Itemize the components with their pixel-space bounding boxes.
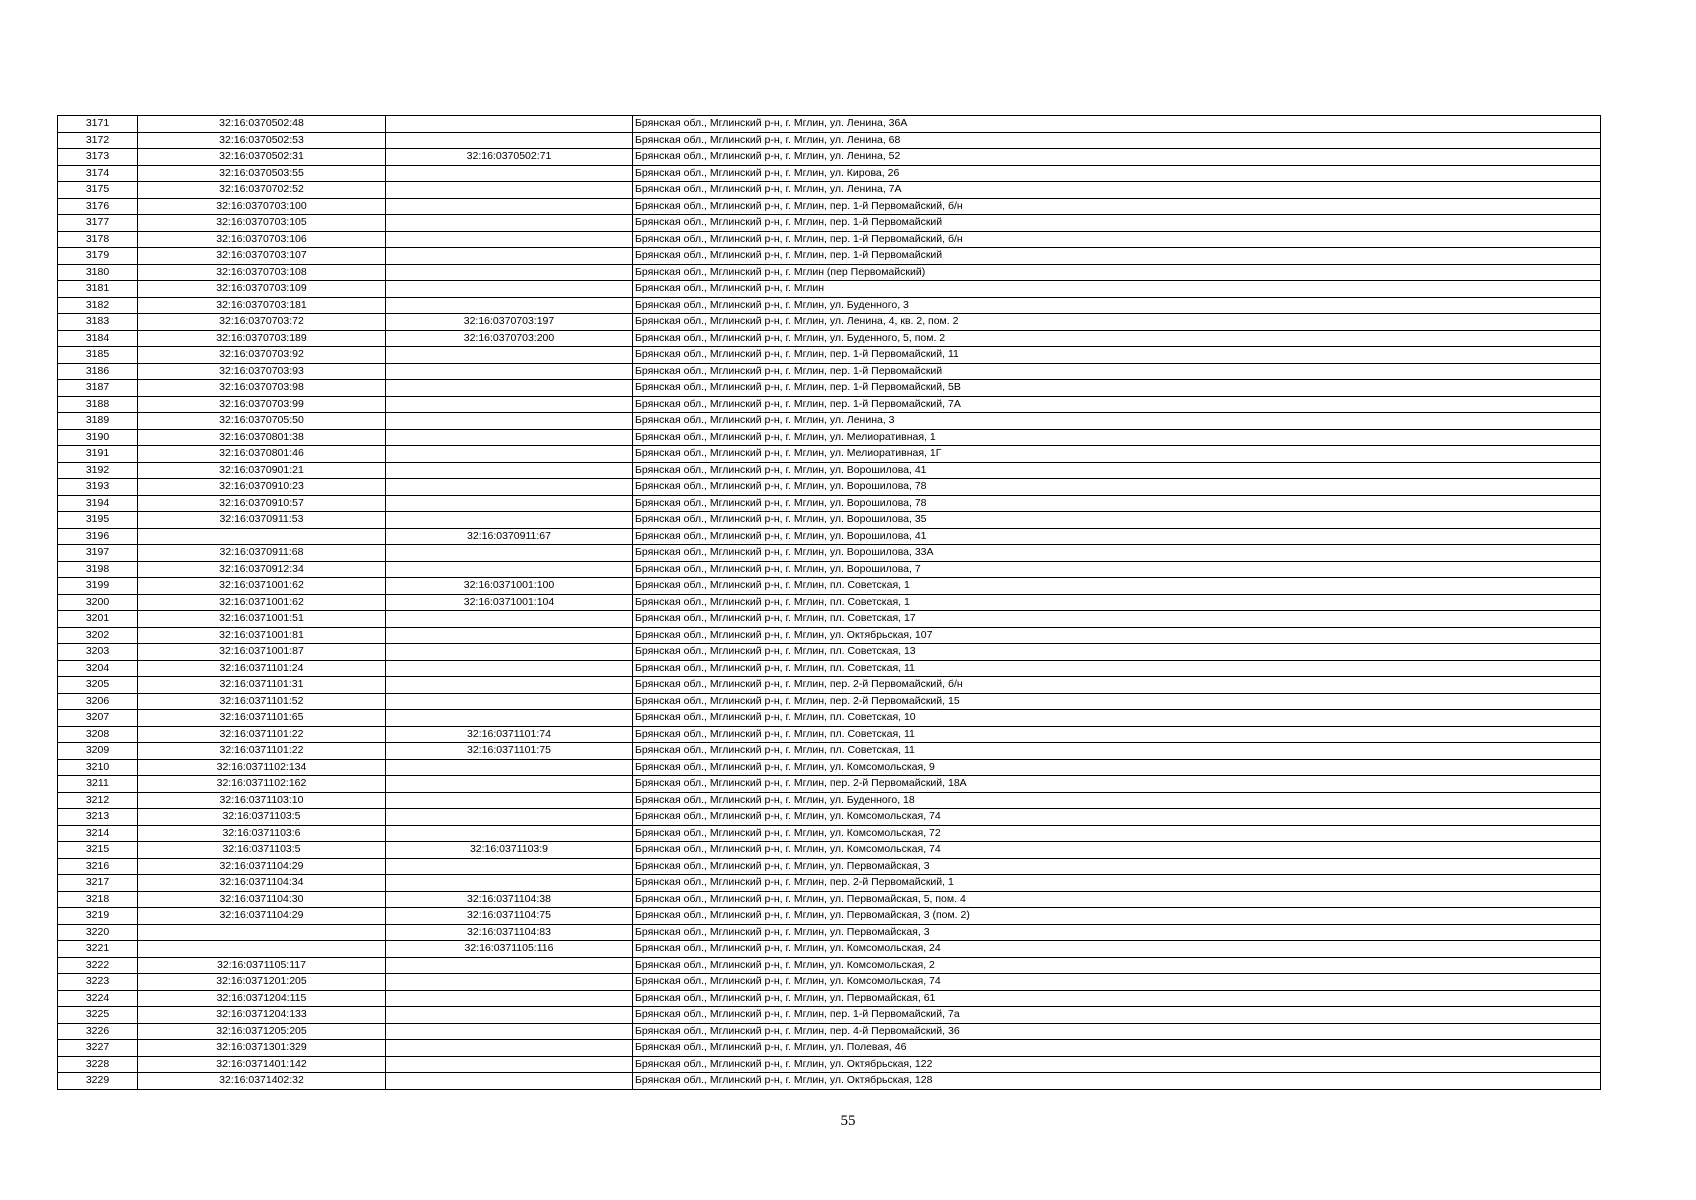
address-cell: Брянская обл., Мглинский р-н, г. Мглин, ул. Комсомольская, 72 [633,825,1601,842]
address-cell: Брянская обл., Мглинский р-н, г. Мглин, пер. 1-й Первомайский, б/н [633,198,1601,215]
cadastral-number-cell: 32:16:0371102:162 [138,776,386,793]
related-cadastral-number-cell: 32:16:0371104:38 [386,891,633,908]
row-number-cell: 3205 [58,677,138,694]
table-row [58,429,1601,446]
related-cadastral-number-cell [386,297,633,314]
row-number-cell: 3219 [58,908,138,925]
related-cadastral-number-cell [386,677,633,694]
row-number-cell: 3188 [58,396,138,413]
row-number-cell: 3202 [58,627,138,644]
table-row [58,413,1601,430]
address-cell: Брянская обл., Мглинский р-н, г. Мглин, ул. Кирова, 26 [633,165,1601,182]
cadastral-number-cell: 32:16:0371401:142 [138,1056,386,1073]
row-number-cell: 3207 [58,710,138,727]
table-row [58,264,1601,281]
related-cadastral-number-cell: 32:16:0371101:75 [386,743,633,760]
address-cell: Брянская обл., Мглинский р-н, г. Мглин, пер. 4-й Первомайский, 36 [633,1023,1601,1040]
related-cadastral-number-cell [386,627,633,644]
row-number-cell: 3192 [58,462,138,479]
related-cadastral-number-cell [386,990,633,1007]
row-number-cell: 3208 [58,726,138,743]
address-cell: Брянская обл., Мглинский р-н, г. Мглин, ул. Комсомольская, 74 [633,809,1601,826]
cadastral-number-cell: 32:16:0371103:5 [138,809,386,826]
address-cell: Брянская обл., Мглинский р-н, г. Мглин, ул. Полевая, 46 [633,1040,1601,1057]
address-cell: Брянская обл., Мглинский р-н, г. Мглин, ул. Комсомольская, 24 [633,941,1601,958]
cadastral-number-cell: 32:16:0371001:87 [138,644,386,661]
related-cadastral-number-cell [386,545,633,562]
address-cell: Брянская обл., Мглинский р-н, г. Мглин, пл. Советская, 11 [633,726,1601,743]
row-number-cell: 3216 [58,858,138,875]
related-cadastral-number-cell [386,215,633,232]
related-cadastral-number-cell [386,495,633,512]
table-row [58,627,1601,644]
address-cell: Брянская обл., Мглинский р-н, г. Мглин, пер. 2-й Первомайский, 15 [633,693,1601,710]
row-number-cell: 3183 [58,314,138,331]
related-cadastral-number-cell: 32:16:0371101:74 [386,726,633,743]
related-cadastral-number-cell [386,776,633,793]
row-number-cell: 3222 [58,957,138,974]
address-cell: Брянская обл., Мглинский р-н, г. Мглин, пл. Советская, 10 [633,710,1601,727]
address-cell: Брянская обл., Мглинский р-н, г. Мглин, пер. 2-й Первомайский, 18А [633,776,1601,793]
row-number-cell: 3209 [58,743,138,760]
table-row [58,990,1601,1007]
cadastral-number-cell: 32:16:0371105:117 [138,957,386,974]
address-cell: Брянская обл., Мглинский р-н, г. Мглин, ул. Мелиоративная, 1Г [633,446,1601,463]
cadastral-number-cell: 32:16:0370910:57 [138,495,386,512]
row-number-cell: 3200 [58,594,138,611]
row-number-cell: 3221 [58,941,138,958]
cadastral-number-cell: 32:16:0370703:92 [138,347,386,364]
cadastral-number-cell: 32:16:0371205:205 [138,1023,386,1040]
address-cell: Брянская обл., Мглинский р-н, г. Мглин, ул. Первомайская, 3 [633,858,1601,875]
cadastral-number-cell: 32:16:0370703:98 [138,380,386,397]
row-number-cell: 3186 [58,363,138,380]
row-number-cell: 3176 [58,198,138,215]
related-cadastral-number-cell: 32:16:0371104:75 [386,908,633,925]
address-cell: Брянская обл., Мглинский р-н, г. Мглин, ул. Ленина, 68 [633,132,1601,149]
related-cadastral-number-cell [386,429,633,446]
address-cell: Брянская обл., Мглинский р-н, г. Мглин, ул. Ворошилова, 78 [633,495,1601,512]
cadastral-number-cell: 32:16:0370911:53 [138,512,386,529]
related-cadastral-number-cell [386,809,633,826]
row-number-cell: 3173 [58,149,138,166]
cadastral-number-cell: 32:16:0370705:50 [138,413,386,430]
related-cadastral-number-cell [386,248,633,265]
related-cadastral-number-cell [386,396,633,413]
register-table-body [58,116,1601,1090]
table-row [58,347,1601,364]
related-cadastral-number-cell [386,231,633,248]
cadastral-number-cell: 32:16:0370702:52 [138,182,386,199]
table-row [58,809,1601,826]
table-row [58,941,1601,958]
row-number-cell: 3185 [58,347,138,364]
address-cell: Брянская обл., Мглинский р-н, г. Мглин, пл. Советская, 1 [633,578,1601,595]
related-cadastral-number-cell [386,446,633,463]
related-cadastral-number-cell [386,792,633,809]
row-number-cell: 3195 [58,512,138,529]
related-cadastral-number-cell [386,660,633,677]
address-cell: Брянская обл., Мглинский р-н, г. Мглин, пер. 1-й Первомайский, 5В [633,380,1601,397]
row-number-cell: 3171 [58,116,138,133]
table-row [58,281,1601,298]
related-cadastral-number-cell [386,512,633,529]
table-row [58,1056,1601,1073]
cadastral-number-cell: 32:16:0371104:29 [138,858,386,875]
table-row [58,446,1601,463]
row-number-cell: 3227 [58,1040,138,1057]
related-cadastral-number-cell: 32:16:0371001:100 [386,578,633,595]
row-number-cell: 3199 [58,578,138,595]
cadastral-number-cell [138,528,386,545]
table-row [58,825,1601,842]
table-row [58,924,1601,941]
cadastral-number-cell: 32:16:0371104:30 [138,891,386,908]
related-cadastral-number-cell [386,825,633,842]
row-number-cell: 3190 [58,429,138,446]
row-number-cell: 3206 [58,693,138,710]
address-cell: Брянская обл., Мглинский р-н, г. Мглин, пер. 1-й Первомайский [633,248,1601,265]
address-cell: Брянская обл., Мглинский р-н, г. Мглин, ул. Буденного, 5, пом. 2 [633,330,1601,347]
related-cadastral-number-cell [386,182,633,199]
related-cadastral-number-cell [386,462,633,479]
related-cadastral-number-cell [386,611,633,628]
row-number-cell: 3211 [58,776,138,793]
related-cadastral-number-cell [386,413,633,430]
row-number-cell: 3204 [58,660,138,677]
row-number-cell: 3181 [58,281,138,298]
cadastral-number-cell: 32:16:0370703:109 [138,281,386,298]
related-cadastral-number-cell [386,1056,633,1073]
related-cadastral-number-cell: 32:16:0370502:71 [386,149,633,166]
address-cell: Брянская обл., Мглинский р-н, г. Мглин, пер. 1-й Первомайский, 7а [633,1007,1601,1024]
table-row [58,248,1601,265]
table-row [58,908,1601,925]
table-row [58,594,1601,611]
related-cadastral-number-cell [386,1007,633,1024]
row-number-cell: 3224 [58,990,138,1007]
row-number-cell: 3212 [58,792,138,809]
address-cell: Брянская обл., Мглинский р-н, г. Мглин, ул. Ленина, 36А [633,116,1601,133]
related-cadastral-number-cell [386,363,633,380]
row-number-cell: 3189 [58,413,138,430]
cadastral-number-cell: 32:16:0370703:107 [138,248,386,265]
cadastral-number-cell: 32:16:0371402:32 [138,1073,386,1090]
address-cell: Брянская обл., Мглинский р-н, г. Мглин, ул. Первомайская, 5, пом. 4 [633,891,1601,908]
related-cadastral-number-cell: 32:16:0371104:83 [386,924,633,941]
address-cell: Брянская обл., Мглинский р-н, г. Мглин (пер Первомайский) [633,264,1601,281]
cadastral-number-cell [138,924,386,941]
row-number-cell: 3226 [58,1023,138,1040]
table-row [58,132,1601,149]
row-number-cell: 3182 [58,297,138,314]
address-cell: Брянская обл., Мглинский р-н, г. Мглин, ул. Октябрьская, 128 [633,1073,1601,1090]
address-cell: Брянская обл., Мглинский р-н, г. Мглин, пер. 1-й Первомайский, б/н [633,231,1601,248]
address-cell: Брянская обл., Мглинский р-н, г. Мглин, ул. Первомайская, 3 (пом. 2) [633,908,1601,925]
address-cell: Брянская обл., Мглинский р-н, г. Мглин, ул. Октябрьская, 122 [633,1056,1601,1073]
address-cell: Брянская обл., Мглинский р-н, г. Мглин, ул. Буденного, 18 [633,792,1601,809]
table-row [58,495,1601,512]
table-row [58,1073,1601,1090]
cadastral-number-cell: 32:16:0370503:55 [138,165,386,182]
cadastral-number-cell: 32:16:0370703:106 [138,231,386,248]
table-row [58,479,1601,496]
cadastral-number-cell: 32:16:0370801:46 [138,446,386,463]
cadastral-number-cell: 32:16:0370910:23 [138,479,386,496]
table-row [58,314,1601,331]
row-number-cell: 3198 [58,561,138,578]
related-cadastral-number-cell: 32:16:0371103:9 [386,842,633,859]
cadastral-number-cell: 32:16:0370703:100 [138,198,386,215]
related-cadastral-number-cell [386,759,633,776]
related-cadastral-number-cell [386,875,633,892]
address-cell: Брянская обл., Мглинский р-н, г. Мглин, пер. 2-й Первомайский, б/н [633,677,1601,694]
cadastral-number-cell: 32:16:0370502:48 [138,116,386,133]
table-row [58,660,1601,677]
cadastral-number-cell: 32:16:0371001:51 [138,611,386,628]
register-table [57,115,1601,1090]
row-number-cell: 3172 [58,132,138,149]
table-row [58,858,1601,875]
related-cadastral-number-cell [386,957,633,974]
address-cell: Брянская обл., Мглинский р-н, г. Мглин, ул. Ленина, 3 [633,413,1601,430]
address-cell: Брянская обл., Мглинский р-н, г. Мглин, пл. Советская, 11 [633,660,1601,677]
related-cadastral-number-cell [386,1023,633,1040]
row-number-cell: 3228 [58,1056,138,1073]
cadastral-number-cell: 32:16:0371204:133 [138,1007,386,1024]
table-row [58,1007,1601,1024]
related-cadastral-number-cell [386,1040,633,1057]
table-row [58,1023,1601,1040]
address-cell: Брянская обл., Мглинский р-н, г. Мглин, ул. Комсомольская, 74 [633,974,1601,991]
cadastral-number-cell: 32:16:0371101:22 [138,726,386,743]
row-number-cell: 3201 [58,611,138,628]
row-number-cell: 3203 [58,644,138,661]
row-number-cell: 3184 [58,330,138,347]
related-cadastral-number-cell: 32:16:0370703:200 [386,330,633,347]
row-number-cell: 3214 [58,825,138,842]
address-cell: Брянская обл., Мглинский р-н, г. Мглин, ул. Первомайская, 61 [633,990,1601,1007]
table-row [58,297,1601,314]
related-cadastral-number-cell: 32:16:0371105:116 [386,941,633,958]
related-cadastral-number-cell [386,693,633,710]
table-row [58,116,1601,133]
table-row [58,231,1601,248]
address-cell: Брянская обл., Мглинский р-н, г. Мглин, ул. Ленина, 7А [633,182,1601,199]
table-row [58,149,1601,166]
row-number-cell: 3196 [58,528,138,545]
cadastral-number-cell: 32:16:0370912:34 [138,561,386,578]
cadastral-number-cell: 32:16:0370502:53 [138,132,386,149]
address-cell: Брянская обл., Мглинский р-н, г. Мглин, ул. Комсомольская, 74 [633,842,1601,859]
table-row [58,875,1601,892]
cadastral-number-cell: 32:16:0370703:108 [138,264,386,281]
cadastral-number-cell: 32:16:0371101:31 [138,677,386,694]
row-number-cell: 3223 [58,974,138,991]
row-number-cell: 3217 [58,875,138,892]
related-cadastral-number-cell [386,264,633,281]
row-number-cell: 3215 [58,842,138,859]
address-cell: Брянская обл., Мглинский р-н, г. Мглин, ул. Комсомольская, 9 [633,759,1601,776]
address-cell: Брянская обл., Мглинский р-н, г. Мглин, пер. 1-й Первомайский [633,363,1601,380]
address-cell: Брянская обл., Мглинский р-н, г. Мглин, ул. Ворошилова, 41 [633,462,1601,479]
address-cell: Брянская обл., Мглинский р-н, г. Мглин [633,281,1601,298]
cadastral-number-cell: 32:16:0370911:68 [138,545,386,562]
table-row [58,528,1601,545]
table-row [58,165,1601,182]
cadastral-number-cell: 32:16:0371001:62 [138,578,386,595]
table-row [58,512,1601,529]
related-cadastral-number-cell: 32:16:0371001:104 [386,594,633,611]
page-number: 55 [840,1113,856,1129]
table-row [58,1040,1601,1057]
address-cell: Брянская обл., Мглинский р-н, г. Мглин, пер. 1-й Первомайский, 11 [633,347,1601,364]
cadastral-number-cell: 32:16:0371204:115 [138,990,386,1007]
table-row [58,215,1601,232]
address-cell: Брянская обл., Мглинский р-н, г. Мглин, пл. Советская, 1 [633,594,1601,611]
related-cadastral-number-cell [386,710,633,727]
table-row [58,710,1601,727]
row-number-cell: 3177 [58,215,138,232]
row-number-cell: 3180 [58,264,138,281]
table-row [58,842,1601,859]
cadastral-number-cell: 32:16:0371104:34 [138,875,386,892]
cadastral-number-cell: 32:16:0370703:181 [138,297,386,314]
cadastral-number-cell: 32:16:0370703:99 [138,396,386,413]
related-cadastral-number-cell [386,561,633,578]
cadastral-number-cell: 32:16:0371101:52 [138,693,386,710]
cadastral-number-cell: 32:16:0371103:5 [138,842,386,859]
row-number-cell: 3174 [58,165,138,182]
table-row [58,380,1601,397]
cadastral-number-cell: 32:16:0370703:189 [138,330,386,347]
address-cell: Брянская обл., Мглинский р-н, г. Мглин, ул. Буденного, 3 [633,297,1601,314]
address-cell: Брянская обл., Мглинский р-н, г. Мглин, ул. Комсомольская, 2 [633,957,1601,974]
related-cadastral-number-cell [386,1073,633,1090]
table-row [58,759,1601,776]
cadastral-number-cell: 32:16:0370502:31 [138,149,386,166]
row-number-cell: 3178 [58,231,138,248]
row-number-cell: 3225 [58,1007,138,1024]
table-row [58,330,1601,347]
cadastral-number-cell: 32:16:0371102:134 [138,759,386,776]
table-row [58,462,1601,479]
cadastral-number-cell [138,941,386,958]
cadastral-number-cell: 32:16:0371001:81 [138,627,386,644]
related-cadastral-number-cell [386,347,633,364]
row-number-cell: 3213 [58,809,138,826]
cadastral-number-cell: 32:16:0371101:22 [138,743,386,760]
table-row [58,776,1601,793]
related-cadastral-number-cell [386,165,633,182]
address-cell: Брянская обл., Мглинский р-н, г. Мглин, ул. Октябрьская, 107 [633,627,1601,644]
row-number-cell: 3175 [58,182,138,199]
address-cell: Брянская обл., Мглинский р-н, г. Мглин, ул. Ленина, 52 [633,149,1601,166]
related-cadastral-number-cell: 32:16:0370911:67 [386,528,633,545]
table-row [58,974,1601,991]
row-number-cell: 3193 [58,479,138,496]
address-cell: Брянская обл., Мглинский р-н, г. Мглин, ул. Ворошилова, 35 [633,512,1601,529]
table-row [58,792,1601,809]
cadastral-number-cell: 32:16:0370703:72 [138,314,386,331]
related-cadastral-number-cell [386,380,633,397]
cadastral-number-cell: 32:16:0371104:29 [138,908,386,925]
address-cell: Брянская обл., Мглинский р-н, г. Мглин, ул. Ворошилова, 78 [633,479,1601,496]
cadastral-number-cell: 32:16:0371101:65 [138,710,386,727]
address-cell: Брянская обл., Мглинский р-н, г. Мглин, ул. Ворошилова, 7 [633,561,1601,578]
table-row [58,578,1601,595]
cadastral-number-cell: 32:16:0371103:10 [138,792,386,809]
row-number-cell: 3197 [58,545,138,562]
row-number-cell: 3191 [58,446,138,463]
row-number-cell: 3220 [58,924,138,941]
related-cadastral-number-cell: 32:16:0370703:197 [386,314,633,331]
address-cell: Брянская обл., Мглинский р-н, г. Мглин, пл. Советская, 11 [633,743,1601,760]
row-number-cell: 3187 [58,380,138,397]
table-row [58,644,1601,661]
row-number-cell: 3179 [58,248,138,265]
related-cadastral-number-cell [386,198,633,215]
address-cell: Брянская обл., Мглинский р-н, г. Мглин, пл. Советская, 17 [633,611,1601,628]
table-row [58,561,1601,578]
cadastral-number-cell: 32:16:0371103:6 [138,825,386,842]
address-cell: Брянская обл., Мглинский р-н, г. Мглин, ул. Мелиоративная, 1 [633,429,1601,446]
address-cell: Брянская обл., Мглинский р-н, г. Мглин, ул. Ворошилова, 41 [633,528,1601,545]
address-cell: Брянская обл., Мглинский р-н, г. Мглин, ул. Первомайская, 3 [633,924,1601,941]
table-row [58,693,1601,710]
related-cadastral-number-cell [386,479,633,496]
table-row [58,611,1601,628]
table-row [58,677,1601,694]
related-cadastral-number-cell [386,644,633,661]
cadastral-number-cell: 32:16:0370703:93 [138,363,386,380]
cadastral-number-cell: 32:16:0370703:105 [138,215,386,232]
row-number-cell: 3210 [58,759,138,776]
cadastral-number-cell: 32:16:0370901:21 [138,462,386,479]
address-cell: Брянская обл., Мглинский р-н, г. Мглин, ул. Ленина, 4, кв. 2, пом. 2 [633,314,1601,331]
related-cadastral-number-cell [386,281,633,298]
address-cell: Брянская обл., Мглинский р-н, г. Мглин, пер. 2-й Первомайский, 1 [633,875,1601,892]
cadastral-number-cell: 32:16:0371001:62 [138,594,386,611]
table-row [58,363,1601,380]
address-cell: Брянская обл., Мглинский р-н, г. Мглин, пл. Советская, 13 [633,644,1601,661]
row-number-cell: 3218 [58,891,138,908]
table-row [58,957,1601,974]
related-cadastral-number-cell [386,858,633,875]
table-row [58,545,1601,562]
row-number-cell: 3229 [58,1073,138,1090]
table-row [58,743,1601,760]
cadastral-number-cell: 32:16:0371301:329 [138,1040,386,1057]
related-cadastral-number-cell [386,116,633,133]
address-cell: Брянская обл., Мглинский р-н, г. Мглин, пер. 1-й Первомайский, 7А [633,396,1601,413]
table-row [58,891,1601,908]
cadastral-number-cell: 32:16:0371201:205 [138,974,386,991]
address-cell: Брянская обл., Мглинский р-н, г. Мглин, ул. Ворошилова, 33А [633,545,1601,562]
table-row [58,198,1601,215]
related-cadastral-number-cell [386,132,633,149]
related-cadastral-number-cell [386,974,633,991]
address-cell: Брянская обл., Мглинский р-н, г. Мглин, пер. 1-й Первомайский [633,215,1601,232]
cadastral-number-cell: 32:16:0371101:24 [138,660,386,677]
table-row [58,182,1601,199]
table-row [58,726,1601,743]
row-number-cell: 3194 [58,495,138,512]
cadastral-number-cell: 32:16:0370801:38 [138,429,386,446]
table-row [58,396,1601,413]
